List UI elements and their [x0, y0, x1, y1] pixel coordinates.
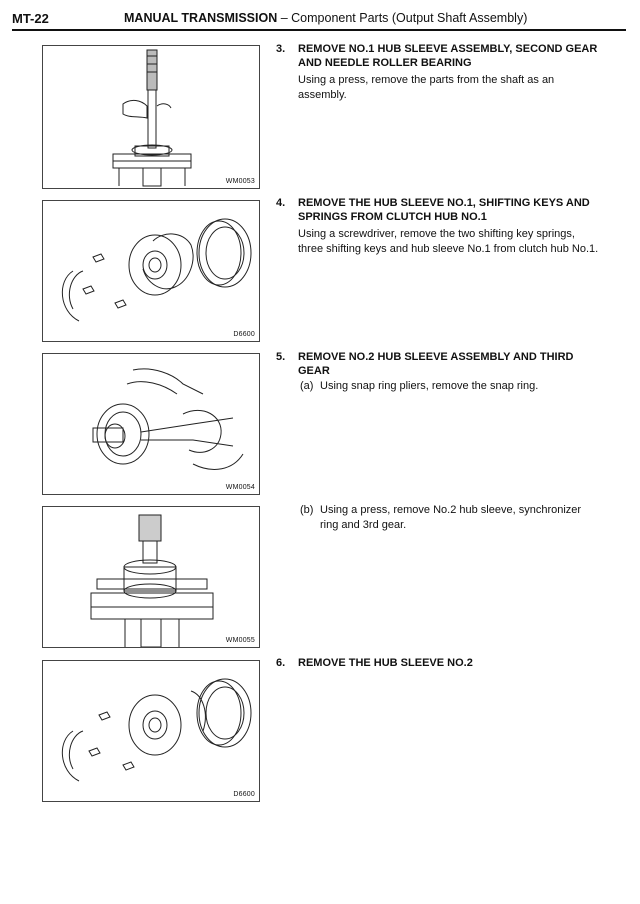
step-5	[276, 350, 600, 378]
step-heading	[276, 196, 600, 224]
figure-code: WM0055	[225, 637, 255, 644]
step-5-sub-a	[300, 379, 600, 394]
sub-step-text: Using a press, remove No.2 hub sleeve, synchronizer ring and 3rd gear.	[320, 504, 582, 531]
section-title: MANUAL TRANSMISSION	[124, 11, 278, 25]
step-instruction: Using a press, remove the parts from the shaft as an assembly.	[298, 74, 555, 101]
step-title: REMOVE THE HUB SLEEVE NO.1, SHIFTING KEYS AND SPRINGS FROM CLUTCH HUB NO.1	[298, 197, 590, 223]
press-shaft-illustration	[43, 46, 259, 188]
sub-step-text: Using snap ring pliers, remove the snap ring.	[320, 380, 539, 392]
press-hub-sleeve-2-illustration	[43, 507, 259, 647]
step-heading	[276, 656, 600, 670]
snap-ring-pliers-illustration	[43, 354, 259, 494]
figure-press-hub-sleeve-2	[42, 506, 260, 648]
step-number: 6.	[276, 657, 286, 669]
page-code: MT-22	[12, 11, 49, 26]
section-subtitle: – Component Parts (Output Shaft Assembly)	[277, 11, 528, 25]
step-instruction: Using a screwdriver, remove the two shifting key springs, three shifting keys and hub sleeve No.1 from clutch hub No.1.	[298, 228, 599, 255]
step-number: 4.	[276, 197, 286, 209]
figure-code: D6600	[233, 791, 255, 798]
step-number: 3.	[276, 43, 286, 55]
step-heading	[276, 350, 600, 378]
figure-code: D6600	[233, 331, 255, 338]
step-5-sub-b	[300, 503, 600, 533]
step-4	[276, 196, 600, 257]
figure-snap-ring	[42, 353, 260, 495]
figure-hub-sleeve-2	[42, 660, 260, 802]
figure-code: WM0053	[225, 178, 255, 185]
step-3	[276, 42, 600, 103]
figure-code: WM0054	[225, 484, 255, 491]
hub-sleeve-2-exploded-illustration	[43, 661, 259, 801]
header-rule	[12, 29, 626, 31]
step-heading	[276, 42, 600, 70]
step-title: REMOVE NO.2 HUB SLEEVE ASSEMBLY AND THIRD GEAR	[298, 351, 574, 377]
step-6	[276, 656, 600, 670]
page-title	[124, 11, 527, 25]
sub-step-label: (b)	[300, 504, 314, 516]
step-title: REMOVE THE HUB SLEEVE NO.2	[298, 657, 473, 669]
figure-press-shaft	[42, 45, 260, 189]
page-header	[12, 8, 628, 30]
step-title: REMOVE NO.1 HUB SLEEVE ASSEMBLY, SECOND GEAR AND NEEDLE ROLLER BEARING	[298, 43, 598, 69]
step-number: 5.	[276, 351, 286, 363]
figure-hub-sleeve-1	[42, 200, 260, 342]
sub-step-label: (a)	[300, 380, 314, 392]
hub-sleeve-exploded-illustration	[43, 201, 259, 341]
